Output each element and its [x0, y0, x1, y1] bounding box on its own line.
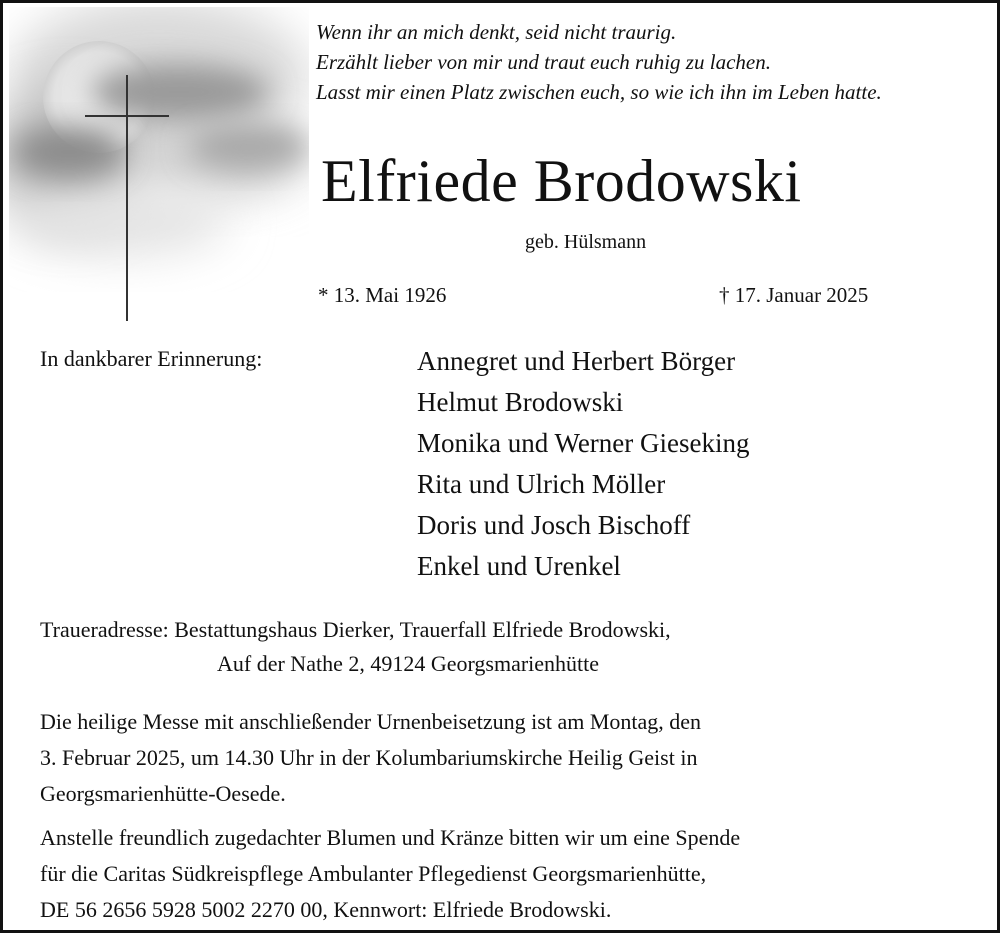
address-line: Auf der Nathe 2, 49124 Georgsmarienhütte: [217, 651, 600, 676]
mourner-name: Doris und Josch Bischoff: [417, 510, 691, 540]
poem-line: Erzählt lieber von mir und traut euch ruhig zu lachen.: [316, 50, 771, 74]
mourner-name: Annegret und Herbert Börger: [417, 346, 736, 376]
mass-announcement: [40, 704, 970, 812]
donation-line: für die Caritas Südkreispflege Ambulanter Pflegedienst Georgsmarienhütte,: [40, 861, 707, 886]
moon-clouds-image: [9, 7, 309, 327]
deceased-name: Elfriede Brodowski: [321, 148, 802, 214]
address-line: Traueradresse: Bestattungshaus Dierker, Trauerfall Elfriede Brodowski,: [40, 617, 671, 642]
mourner-name: Rita und Ulrich Möller: [417, 469, 666, 499]
poem-line: Lasst mir einen Platz zwischen euch, so wie ich ihn im Leben hatte.: [316, 80, 882, 104]
mass-line: 3. Februar 2025, um 14.30 Uhr in der Kolumbariumskirche Heilig Geist in: [40, 745, 698, 770]
mass-line: Georgsmarienhütte-Oesede.: [40, 781, 286, 806]
mourner-name: Monika und Werner Gieseking: [417, 428, 750, 458]
mourners-heading: In dankbarer Erinnerung:: [40, 346, 263, 371]
donation-request: [40, 820, 980, 928]
mourning-address: [40, 613, 671, 681]
poem: [316, 17, 996, 107]
mourner-name: Enkel und Urenkel: [417, 551, 621, 581]
mass-line: Die heilige Messe mit anschließender Urnenbeisetzung ist am Montag, den: [40, 709, 702, 734]
mourners-list: [417, 341, 750, 587]
maiden-name: geb. Hülsmann: [525, 231, 647, 253]
birth-date: * 13. Mai 1926: [318, 283, 447, 307]
donation-line: DE 56 2656 5928 5002 2270 00, Kennwort: Elfriede Brodowski.: [40, 897, 612, 922]
poem-line: Wenn ihr an mich denkt, seid nicht traurig.: [316, 20, 677, 44]
death-date: † 17. Januar 2025: [719, 283, 869, 307]
donation-line: Anstelle freundlich zugedachter Blumen und Kränze bitten wir um eine Spende: [40, 825, 741, 850]
mourner-name: Helmut Brodowski: [417, 387, 624, 417]
